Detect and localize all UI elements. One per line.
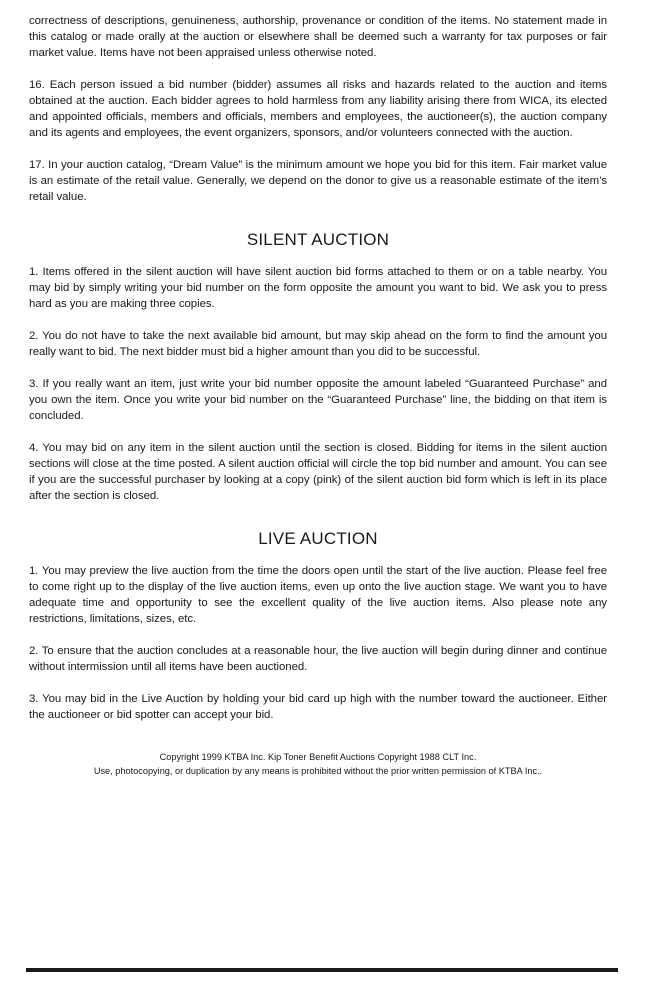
live-auction-paragraph-3: 3. You may bid in the Live Auction by holding your bid card up high with the number toward the auctioneer. Either the auctioneer or bid spotter can accept your bid. [29, 693, 607, 721]
live-auction-paragraph-1: 1. You may preview the live auction from the time the doors open until the start of the live auction. Please feel free to come right up to the display of the live auction items, even up onto the live auction stage. We want you to have adequate time and opportunity to see the excellent quality of the live auction items. Also please note any restrictions, limitations, sizes, etc. [29, 565, 607, 625]
live-auction-heading: LIVE AUCTION [258, 529, 378, 548]
terms-paragraph-continued: correctness of descriptions, genuineness, authorship, provenance or condition of the items. No statement made in this catalog or made orally at the auction or elsewhere shall be deemed such a warranty for tax purposes or fair market value. Items have not been appraised unless otherwise noted. [29, 15, 607, 59]
silent-auction-paragraph-3: 3. If you really want an item, just write your bid number opposite the amount labeled “Guaranteed Purchase” and you own the item. Once you write your bid number on the “Guaranteed Purchase” line, the bidding on that item is concluded. [29, 378, 607, 422]
silent-auction-paragraph-1: 1. Items offered in the silent auction will have silent auction bid forms attached to them or on a table nearby. You may bid by simply writing your bid number on the form opposite the amount you want to bid. We ask you to press hard as you are making three copies. [29, 266, 607, 310]
live-auction-paragraph-2: 2. To ensure that the auction concludes at a reasonable hour, the live auction will begin during dinner and continue without intermission until all items have been auctioned. [29, 645, 607, 673]
silent-auction-heading: SILENT AUCTION [246, 230, 390, 249]
bottom-divider [26, 968, 618, 972]
document-page [29, 13, 607, 778]
permission-notice: Use, photocopying, or duplication by any means is prohibited without the prior written permission of KTBA Inc.. [93, 766, 543, 776]
terms-paragraph-16: 16. Each person issued a bid number (bidder) assumes all risks and hazards related to the auction and items obtained at the auction. Each bidder agrees to hold harmless from any liability arising there from WICA, its elected and appointed officials, members and officials, members and employees, the auctioneer(s), the auction company and its agents and employees, the event organizers, sponsors, and/or volunteers connected with the auction. [29, 79, 607, 139]
silent-auction-paragraph-4: 4. You may bid on any item in the silent auction until the section is closed. Bidding for items in the silent auction sections will close at the time posted. A silent auction official will circle the top bid number and amount. You can see if you are the successful purchaser by looking at a copy (pink) of the silent auction bid form which is left in its place after the section is closed. [29, 442, 607, 502]
terms-paragraph-17: 17. In your auction catalog, “Dream Value” is the minimum amount we hope you bid for this item. Fair market value is an estimate of the retail value. Generally, we depend on the donor to give us a reasonable estimate of the item’s retail value. [29, 159, 607, 203]
copyright-line: Copyright 1999 KTBA Inc. Kip Toner Benefit Auctions Copyright 1988 CLT Inc. [159, 752, 477, 762]
silent-auction-paragraph-2: 2. You do not have to take the next available bid amount, but may skip ahead on the form to find the amount you really want to bid. The next bidder must bid a higher amount than you did to be successful. [29, 330, 607, 358]
